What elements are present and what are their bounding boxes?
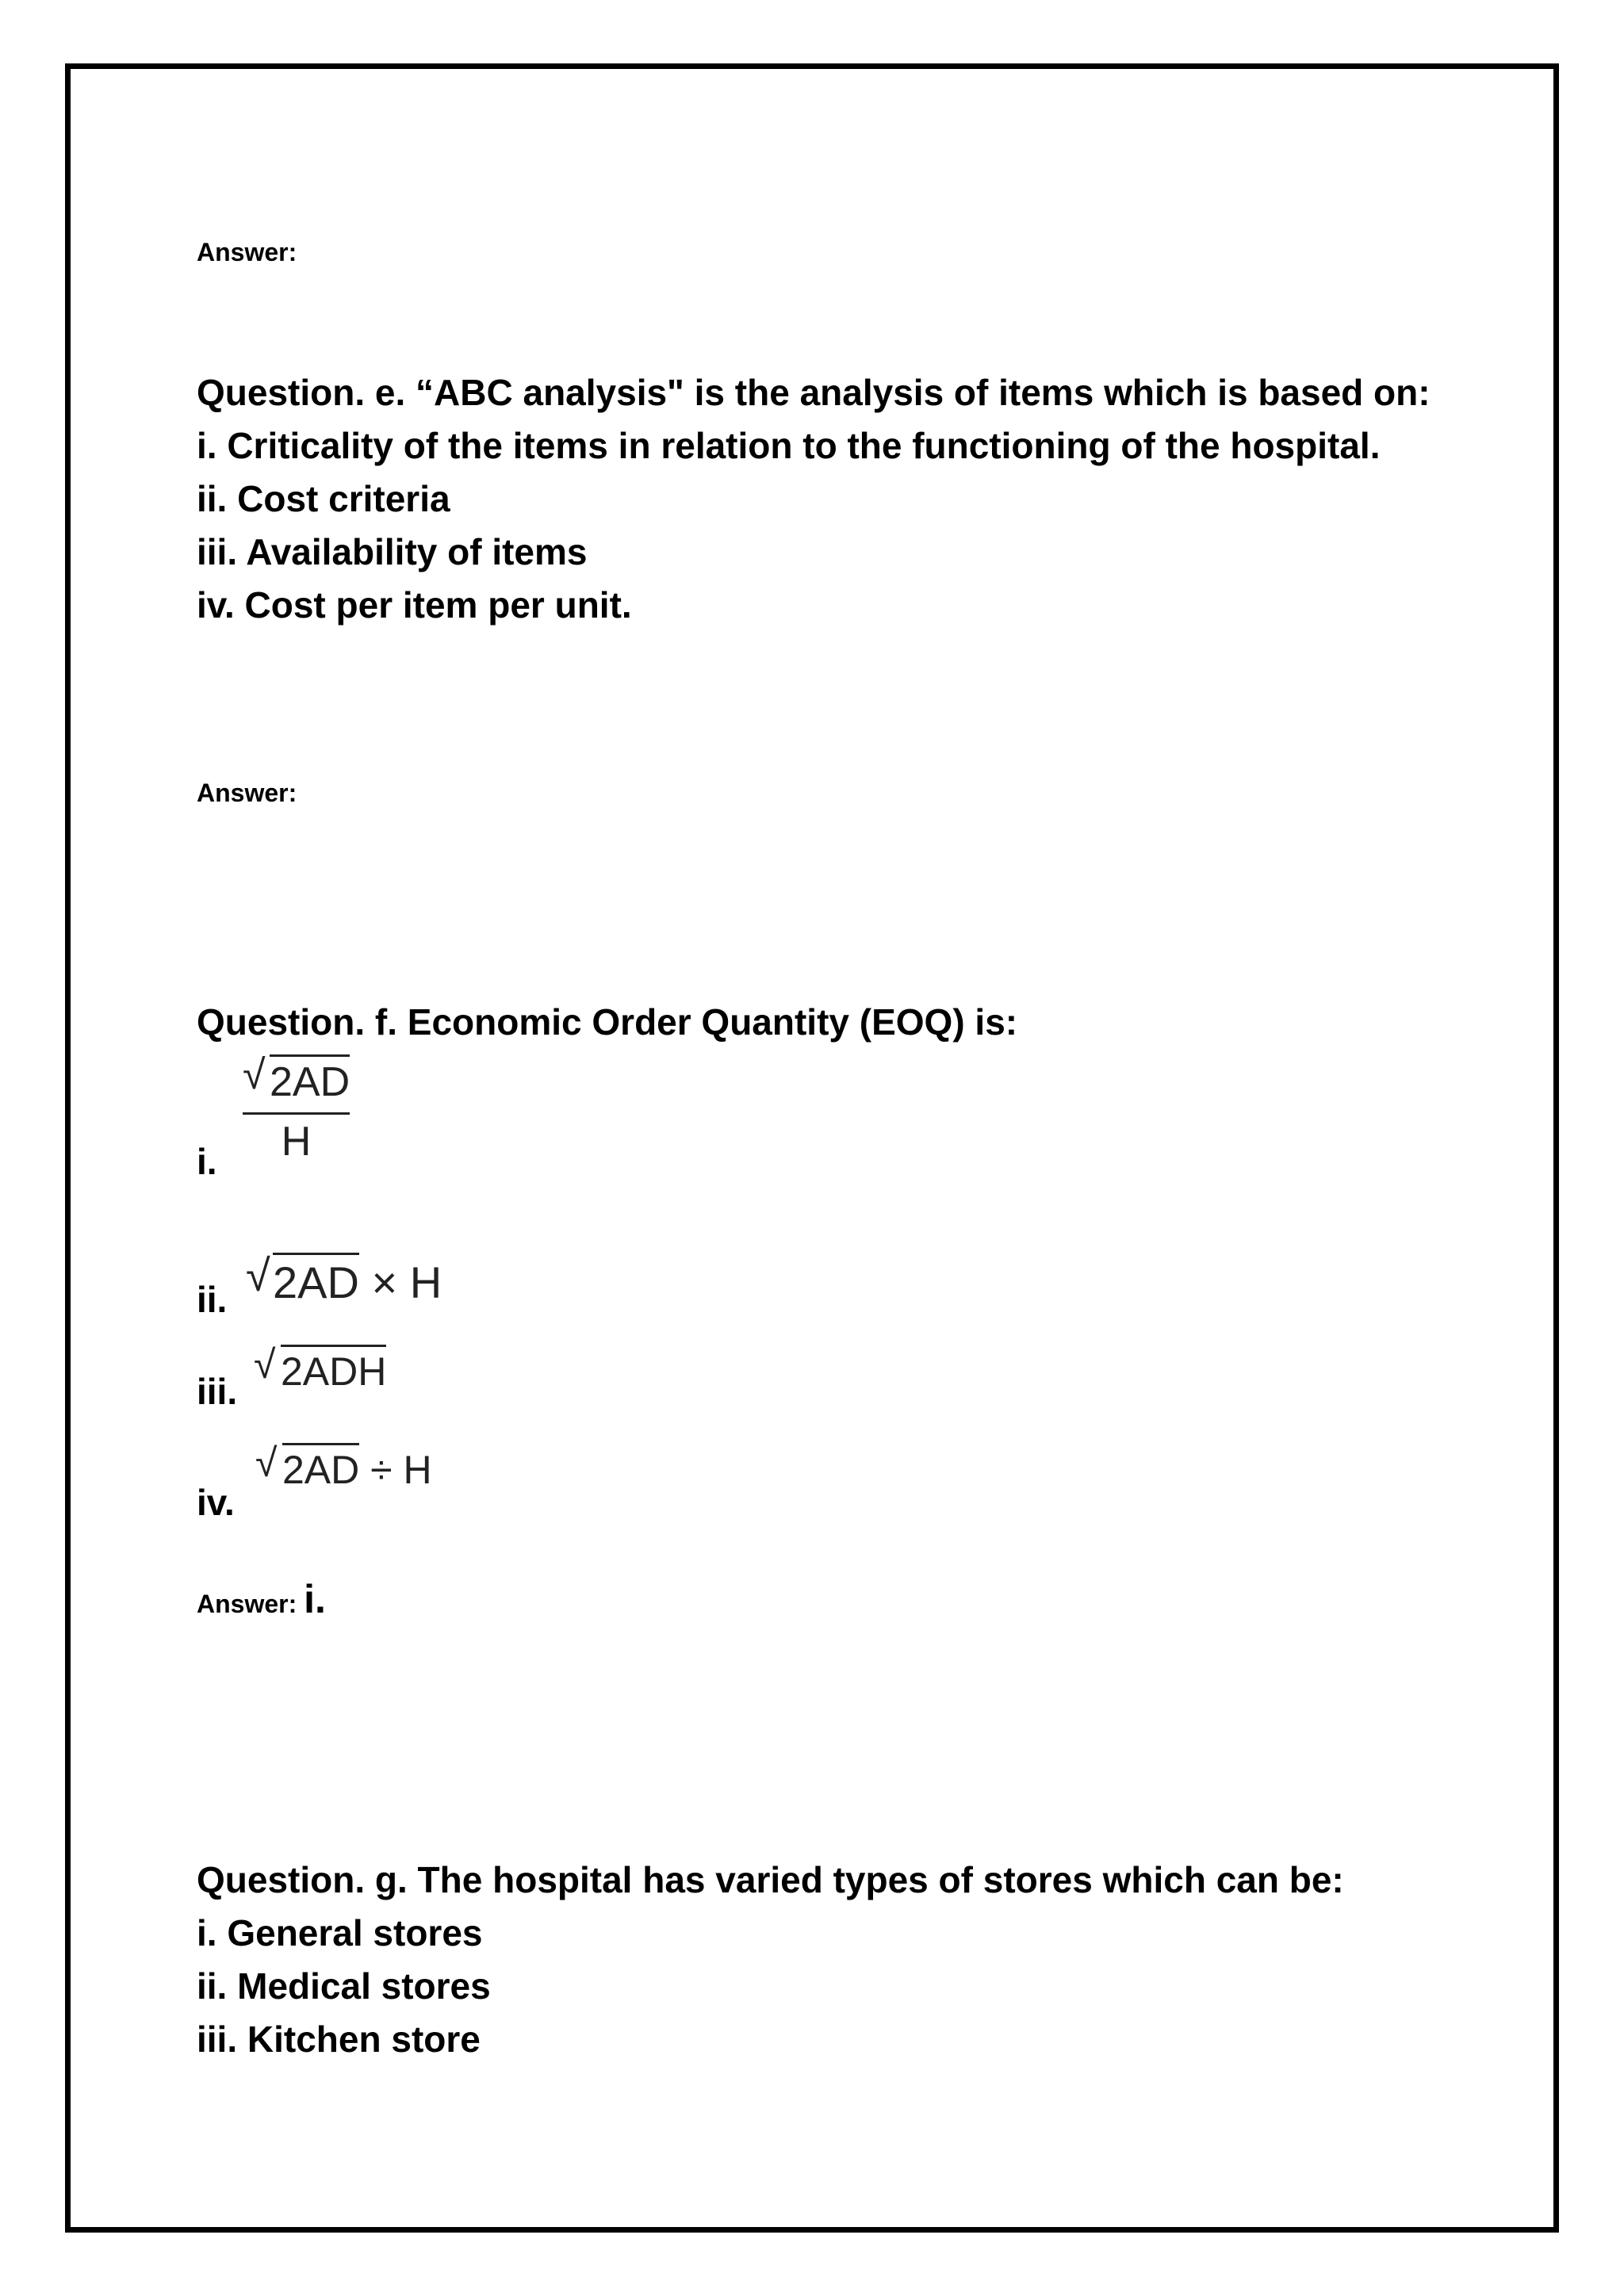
question-e-option-1: i. Criticality of the items in relation to the functioning of the hospital. [197, 425, 1381, 466]
answer-label: Answer: [197, 238, 297, 266]
question-g [197, 1854, 1431, 2066]
question-f-label-1: i. [197, 1141, 217, 1182]
formula-option-3: √ 2ADH [254, 1342, 387, 1394]
question-g-option-2: ii. Medical stores [197, 1965, 491, 2007]
question-e [197, 366, 1431, 632]
sqrt-numerator: √ 2AD [243, 1052, 350, 1105]
question-f [197, 996, 1431, 1049]
formula-option-1 [243, 1054, 350, 1165]
question-f-label-2: ii. [197, 1279, 228, 1320]
question-e-option-4: iv. Cost per item per unit. [197, 584, 632, 626]
answer-label: Answer: [197, 779, 297, 807]
question-e-option-2: ii. Cost criteria [197, 478, 450, 519]
question-g-option-3: iii. Kitchen store [197, 2019, 481, 2060]
question-f-label-3: iii. [197, 1371, 238, 1412]
question-g-stem: Question. g. The hospital has varied types of stores which can be: [197, 1859, 1344, 1900]
answer-row [197, 1576, 326, 1622]
fraction-denominator: H [243, 1112, 350, 1165]
question-e-stem: Question. e. “ABC analysis" is the analysis of items which is based on: [197, 372, 1431, 413]
answer-label: Answer: [197, 1590, 297, 1618]
question-f-stem: Question. f. Economic Order Quantity (EOQ) is: [197, 1001, 1018, 1043]
answer-value: i. [304, 1577, 326, 1621]
question-f-label-4: iv. [197, 1482, 235, 1523]
question-g-option-1: i. General stores [197, 1912, 483, 1954]
question-e-option-3: iii. Availability of items [197, 531, 588, 572]
formula-option-4: √ 2AD ÷ H [255, 1441, 432, 1492]
formula-option-2: √ 2AD × H [246, 1250, 442, 1307]
